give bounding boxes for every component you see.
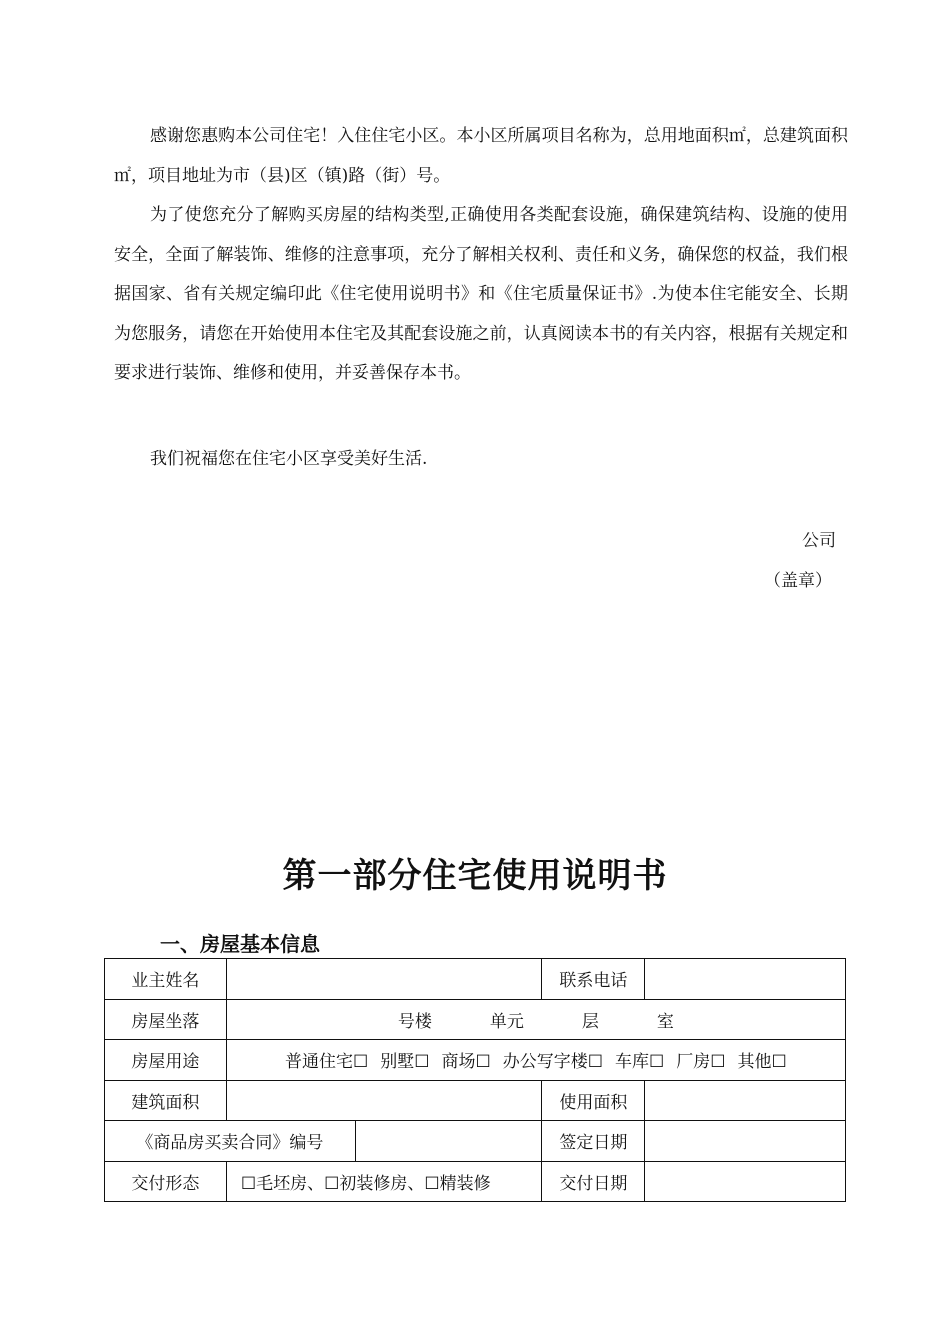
table-row: [105, 1121, 846, 1162]
usage-option-villa[interactable]: 别墅☐: [380, 1052, 430, 1073]
location-label: 房屋坐落: [105, 999, 227, 1040]
usage-label: 房屋用途: [105, 1040, 227, 1081]
owner-name-label: 业主姓名: [105, 959, 227, 1000]
usage-option-office[interactable]: 办公写字楼☐: [502, 1052, 604, 1073]
usage-option-other[interactable]: 其他☐: [737, 1052, 787, 1073]
sign-date-field[interactable]: [645, 1121, 846, 1162]
delivery-form-options[interactable]: ☐毛坯房、☐初装修房、☐精装修: [226, 1161, 542, 1202]
building-area-label: 建筑面积: [105, 1080, 227, 1121]
table-row: [105, 999, 846, 1040]
table-row: [105, 959, 846, 1000]
floor-unit: 层: [581, 1011, 599, 1032]
usable-area-label: 使用面积: [542, 1080, 645, 1121]
room-unit: 室: [656, 1011, 674, 1032]
house-info-table: [104, 958, 846, 1202]
intro-paragraph-2: 为了使您充分了解购买房屋的结构类型,正确使用各类配套设施，确保建筑结构、设施的使用安全，全面了解装饰、维修的注意事项，充分了解相关权利、责任和义务，确保您的权益，我们根据国家、省有关规定编印此《住宅使用说明书》和《住宅质量保证书》.为使本住宅能安全、长期为您服务，请您在开始使用本住宅及其配套设施之前，认真阅读本书的有关内容，根据有关规定和要求进行装饰、维修和使用，并妥善保存本书。: [114, 205, 848, 383]
sign-date-label: 签定日期: [542, 1121, 645, 1162]
unit-unit: 单元: [489, 1011, 524, 1032]
page-title: 第一部分住宅使用说明书: [282, 856, 668, 896]
owner-name-field[interactable]: [226, 959, 542, 1000]
delivery-date-field[interactable]: [645, 1161, 846, 1202]
location-field[interactable]: [226, 999, 845, 1040]
building-unit: 号楼: [397, 1011, 432, 1032]
usage-option-mall[interactable]: 商场☐: [441, 1052, 491, 1073]
company-name: 公司: [802, 531, 836, 551]
delivery-form-label: 交付形态: [105, 1161, 227, 1202]
seal-note: （盖章）: [764, 571, 832, 591]
usage-options: [226, 1040, 845, 1081]
contract-number-label: 《商品房买卖合同》编号: [105, 1121, 356, 1162]
contract-number-field[interactable]: [355, 1121, 542, 1162]
section-heading: 一、房屋基本信息: [160, 932, 320, 956]
phone-label: 联系电话: [542, 959, 645, 1000]
usable-area-field[interactable]: [645, 1080, 846, 1121]
phone-field[interactable]: [645, 959, 846, 1000]
building-area-field[interactable]: [226, 1080, 542, 1121]
table-row: [105, 1040, 846, 1081]
usage-option-factory[interactable]: 厂房☐: [676, 1052, 726, 1073]
delivery-date-label: 交付日期: [542, 1161, 645, 1202]
table-row: [105, 1080, 846, 1121]
usage-option-residential[interactable]: 普通住宅☐: [285, 1052, 369, 1073]
table-row: [105, 1161, 846, 1202]
usage-option-garage[interactable]: 车库☐: [615, 1052, 665, 1073]
intro-paragraph-1: 感谢您惠购本公司住宅！入住住宅小区。本小区所属项目名称为，总用地面积㎡，总建筑面积㎡，项目地址为市（县)区（镇)路（街）号。: [114, 126, 848, 186]
intro-paragraph-3: 我们祝福您在住宅小区享受美好生活.: [150, 449, 428, 469]
